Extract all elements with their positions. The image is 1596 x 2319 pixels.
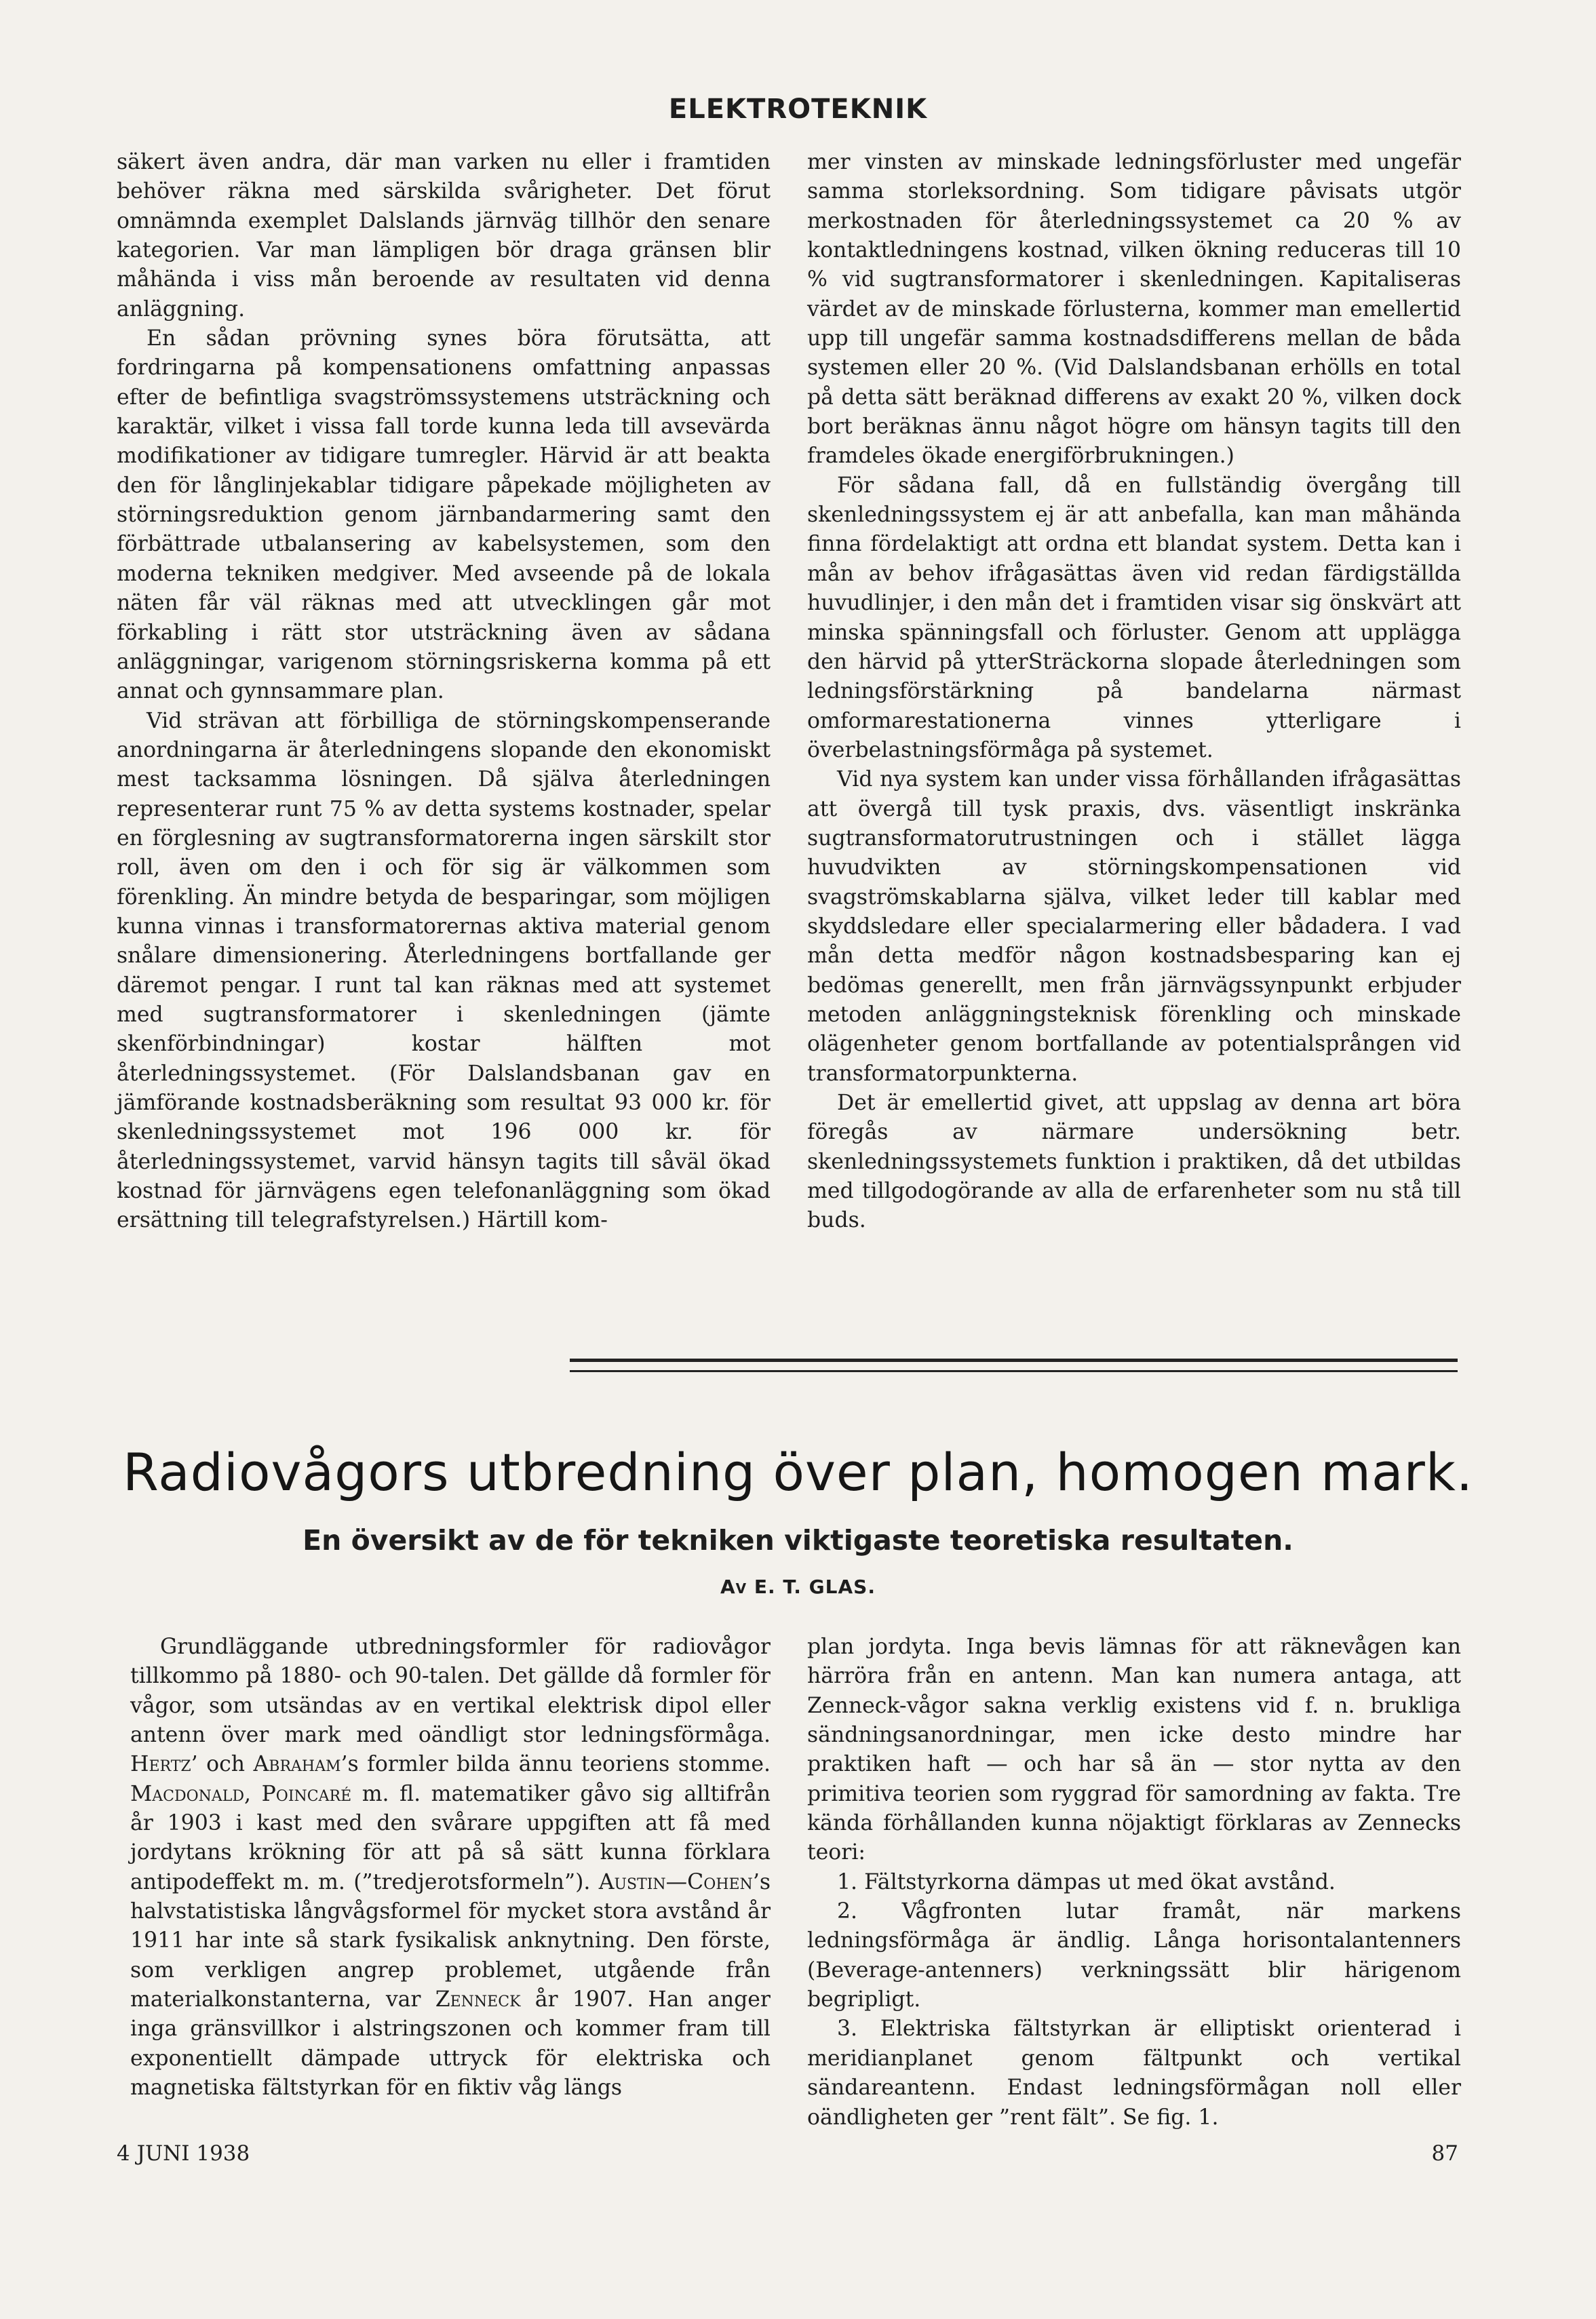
list-item: 1. Fältstyrkorna dämpas ut med ökat avstånd. [837,1869,1336,1894]
page-header-title: ELEKTROTEKNIK [668,94,928,125]
author-reference: Hertz [130,1752,191,1777]
text-run: Grundläggande utbredningsformler för radiovågor tillkommo på 1880- och 90-talen. Det gällde då formler för vågor, som utsändas av en vertikal elektrisk dipol eller antenn över mark med oändligt stor ledningsförmåga. [130,1635,771,1748]
paragraph: säkert även andra, där man varken nu eller i framtiden behöver räkna med särskilda svårigheter. Det förut omnämnda exemplet Dalslands järnväg tillhör den senare kategorien. Var man lämpligen bör draga gränsen blir måhända i viss mån beroende av resultaten vid denna anläggning. [117,150,771,321]
author-reference: Poincaré [261,1781,352,1806]
text-run: , [244,1781,252,1806]
text-run: ’s halvstatistiska långvågsformel för mycket stora avstånd år 1911 har inte så stark fysikalisk anknytning. Den förste, som verkligen angrep problemet, utgående från materialkonstanterna, var [130,1869,771,2012]
text-run: år 1907. Han anger inga gränsvillkor i alstringszonen och kommer fram till exponentiellt dämpade uttryck för elektriska och magnetiska fältstyrkan för en fiktiv våg längs [130,1987,771,2101]
author-reference: Zenneck [435,1987,521,2012]
text-run: m. fl. matematiker gåvo sig alltifrån år 1903 i kast med den svårare uppgiften att få med jordytans krökning för att på så sätt kunna förklara antipodeffekt m. m. (”tredjerotsformeln”). [130,1781,771,1894]
paragraph: plan jordyta. Inga bevis lämnas för att räknevågen kan härröra från en antenn. Man kan numera antaga, att Zenneck-vågor sakna verklig existens vid f. n. brukliga sändningsanordningar, men icke desto mindre har praktiken haft — och har så än — stor nytta av den primitiva teorien som ryggrad för samordning av fakta. Tre kända förhållanden kunna nöjaktigt förklaras av Zennecks teori: [807,1635,1461,1865]
paragraph: mer vinsten av minskade ledningsförluster med ungefär samma storleksordning. Som tidigare påvisats utgör merkostnaden för återledningssystemet ca 20 % av kontaktledningens kostnad, vilken ökning reduceras till 10 % vid sugtransformatorer i skenledningen. Kapitaliseras värdet av de minskade förlusterna, kommer man emellertid upp till ungefär samma kostnadsdifferens mellan de båda systemen eller 20 %. (Vid Dalslandsbanan erhölls en total på detta sätt beräknad differens av exakt 20 %, vilken dock bort beräknas ännu något högre om hänsyn tagits till den framdeles ökade energiförbrukningen.) [807,150,1461,469]
author-reference: Austin—Cohen [598,1869,753,1894]
text-run: ’ och [191,1752,246,1777]
list-item: 2. Vågfronten lutar framåt, när markens ledningsförmåga är ändlig. Långa horisontalantenners (Beverage-antenners) verkningssätt blir härigenom begripligt. [807,1899,1461,2012]
list-item: 3. Elektriska fältstyrkan är elliptiskt orienterad i meridianplanet genom fältpunkt och vertikal sändareantenn. Endast ledningsförmågan noll eller oändligheten ger ”rent fält”. Se fig. 1. [807,2016,1461,2130]
paragraph: För sådana fall, då en fullständig övergång till skenledningssystem ej är att anbefalla, kan man måhända finna fördelaktigt att ordna ett blandat system. Detta kan i mån av behov ifrågasättas även vid redan färdigställda huvudlinjer, i den mån det i framtiden visar sig önskvärt att minska spänningsfall och förluster. Genom att upplägga den härvid på ytterSträckorna slopade återledningen som ledningsförstärkning på bandelarna närmast omformarestationerna vinnes ytterligare i överbelastningsförmåga på systemet. [807,473,1461,762]
section-divider [570,1359,1458,1372]
author-prefix: Av [720,1576,747,1598]
upper-article-left-column [117,148,771,1236]
text-run: ’s formler bilda ännu teoriens stomme. [340,1752,771,1777]
paragraph: Det är emellertid givet, att uppslag av denna art böra föregås av närmare undersökning betr. skenledningssystemets funktion i praktiken, då det utbildas med tillgodogörande av alla de erfarenheter som nu stå till buds. [807,1091,1461,1233]
article-title: Radiovågors utbredning över plan, homogen mark. [122,1442,1474,1502]
author-reference: Abraham [253,1752,341,1777]
paragraph: Vid strävan att förbilliga de störningskompenserande anordningarna är återledningens slopande den ekonomiskt mest tacksamma lösningen. Då själva återledningen representerar runt 75 % av detta systems kostnader, spelar en förglesning av sugtransformatorerna ingen särskilt stor roll, även om den i och för sig är välkommen som förenkling. Än mindre betyda de besparingar, som möjligen kunna vinnas i transformatorernas aktiva material genom snålare dimensionering. Återledningens bortfallande ger däremot pengar. I runt tal kan räknas med att systemet med sugtransformatorer i skenledningen (jämte skenförbindningar) kostar hälften mot återledningssystemet. (För Dalslandsbanan gav en jämförande kostnadsberäkning som resultat 93 000 kr. för skenledningssystemet mot 196 000 kr. för återledningssystemet, varvid hänsyn tagits till såväl ökad kostnad för järnvägens egen telefonanläggning som ökad ersättning till telegrafstyrelsen.) Härtill kom- [117,708,771,1233]
article-left-column [130,1633,771,2103]
upper-article-right-column [807,148,1461,1236]
paragraph: Vid nya system kan under vissa förhållanden ifrågasättas att övergå till tysk praxis, dvs. väsentligt inskränka sugtransformatorutrustningen och i stället lägga huvudvikten av störningskompensationen vid svagströmskablarna själva, vilket leder till kablar med skyddsledare eller specialarmering eller bådadera. I vad mån detta medför någon kostnadsbesparing kan ej bedömas generellt, men från järnvägssynpunkt erbjuder metoden anläggningsteknisk förenkling och minskade olägenheter genom bortfallande av potentialsprången vid transformatorpunkterna. [807,767,1461,1086]
paragraph: En sådan prövning synes böra förutsätta, att fordringarna på kompensationens omfattning anpassas efter de befintliga svagströmssystemens utsträckning och karaktär, vilket i vissa fall torde kunna leda till avsevärda modifikationer av tidigare tumregler. Härvid är att beakta den för långlinjekablar tidigare påpekade möjligheten av störningsreduktion genom järnbandarmering samt den förbättrade utbalansering av kabelsystemen, som den moderna tekniken medgiver. Med avseende på de lokala näten får väl räknas med att utvecklingen går mot förkabling i rätt stor utsträckning även av sådana anläggningar, varigenom störningsriskerna komma på ett annat och gynnsammare plan. [117,326,771,704]
author-reference: Macdonald [130,1781,245,1806]
article-subtitle: En översikt av de för tekniken viktigaste teoretiska resultaten. [303,1524,1293,1557]
page-number: 87 [1431,2141,1458,2166]
author-name: E. T. GLAS. [754,1576,876,1598]
article-author [0,1574,1596,1601]
paragraph [130,1633,771,2103]
footer-date: 4 JUNI 1938 [117,2141,250,2166]
article-right-column [807,1633,1461,2132]
